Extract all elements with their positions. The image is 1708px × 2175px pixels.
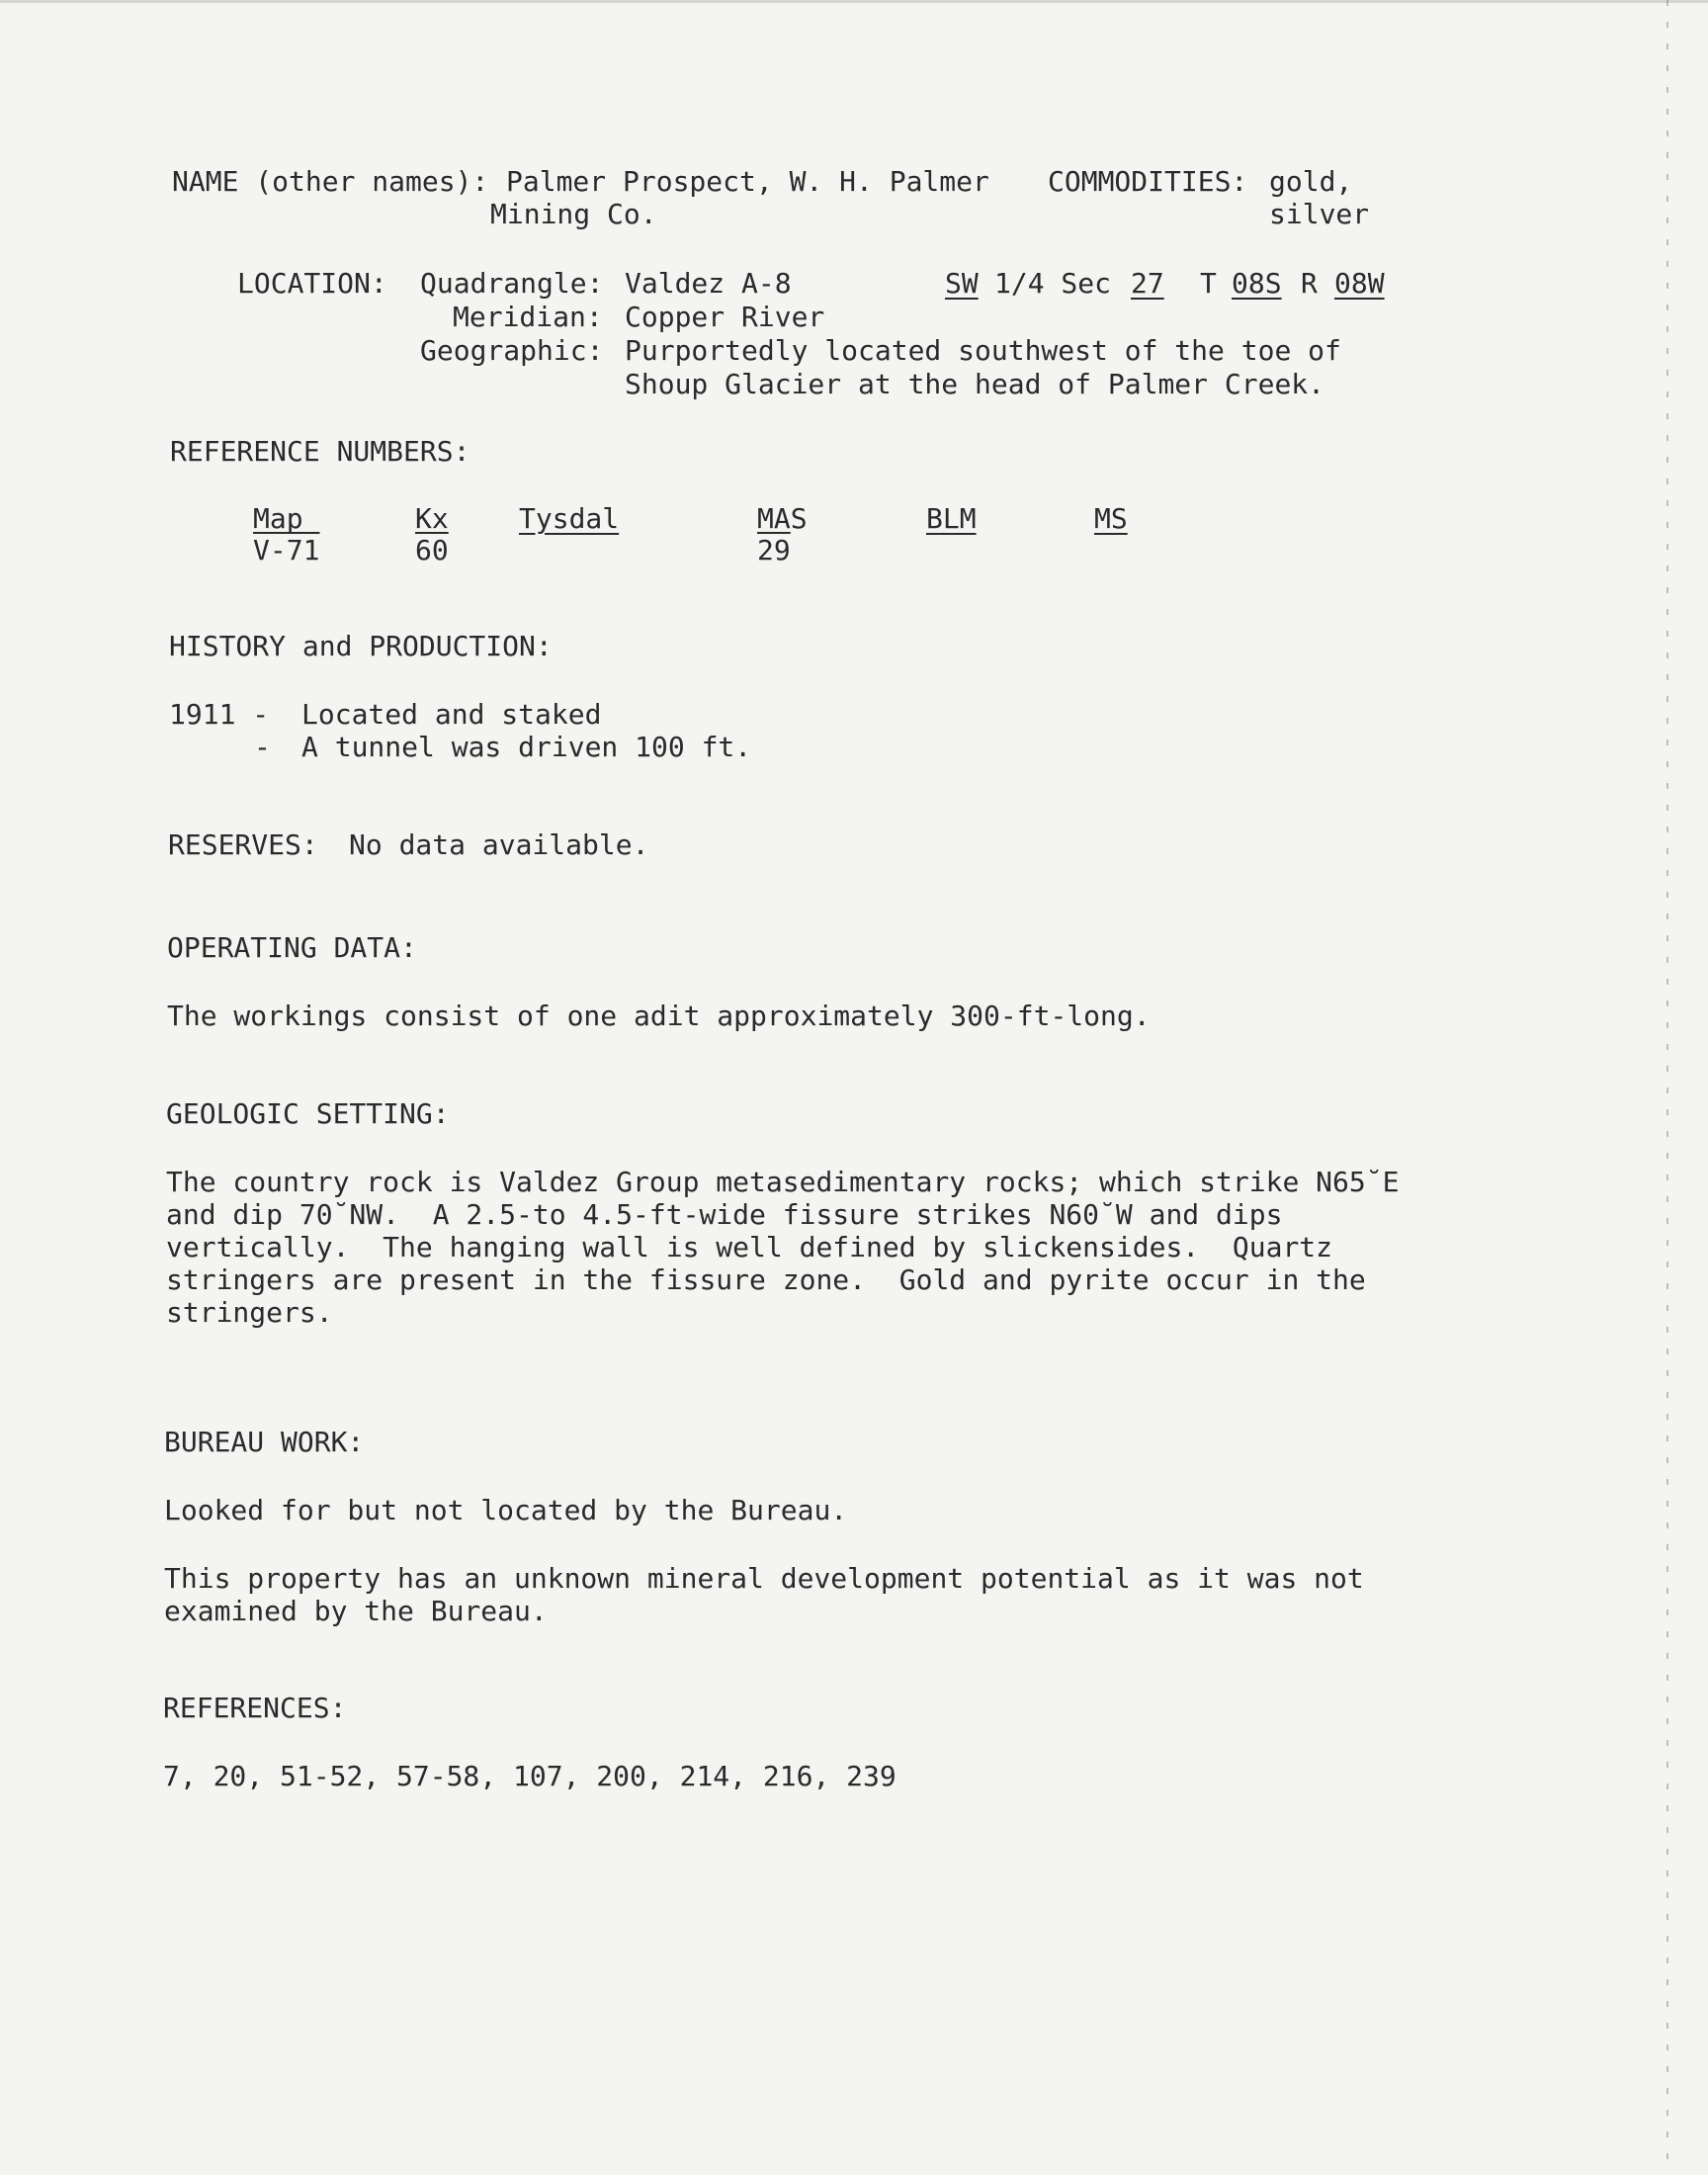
geology-heading: GEOLOGIC SETTING: bbox=[166, 1097, 450, 1130]
references-heading: REFERENCES: bbox=[163, 1692, 347, 1724]
references-text: 7, 20, 51-52, 57-58, 107, 200, 214, 216, 239 bbox=[163, 1760, 897, 1792]
section-value: 27 bbox=[1131, 267, 1164, 300]
geology-line-4: stringers are present in the fissure zone. Gold and pyrite occur in the bbox=[166, 1263, 1366, 1296]
scan-top-edge bbox=[0, 0, 1708, 3]
operating-text: The workings consist of one adit approximately 300-ft-long. bbox=[167, 1000, 1151, 1032]
geographic-line2: Shoup Glacier at the head of Palmer Creek. bbox=[625, 368, 1325, 400]
commodities-label: COMMODITIES: bbox=[1048, 165, 1248, 198]
history-entry-1: Located and staked bbox=[301, 698, 602, 731]
reference-numbers-heading: REFERENCE NUMBERS: bbox=[170, 435, 470, 468]
range-value: 08W bbox=[1334, 267, 1385, 300]
township-label: T bbox=[1200, 267, 1217, 300]
ref-kx-value: 60 bbox=[415, 534, 449, 566]
geology-line-5: stringers. bbox=[166, 1296, 333, 1329]
ref-mas-label: MAS bbox=[757, 502, 808, 535]
name-label: NAME (other names): bbox=[172, 165, 489, 198]
history-heading: HISTORY and PRODUCTION: bbox=[169, 630, 553, 662]
ref-tysdal-label: Tysdal bbox=[519, 502, 620, 535]
bureau-heading: BUREAU WORK: bbox=[164, 1426, 365, 1458]
quadrangle-value: Valdez A-8 bbox=[625, 267, 792, 300]
ref-blm-label: BLM bbox=[926, 502, 977, 535]
ref-map-label: Map bbox=[253, 502, 303, 535]
ref-kx-label: Kx bbox=[415, 502, 449, 535]
geology-line-2: and dip 70˘NW. A 2.5-to 4.5-ft-wide fissure strikes N60˘W and dips bbox=[166, 1198, 1283, 1231]
location-label: LOCATION: bbox=[237, 267, 387, 300]
reserves-label: RESERVES: bbox=[168, 828, 318, 861]
commodities-line2: silver bbox=[1269, 198, 1370, 230]
meridian-label: Meridian: bbox=[453, 301, 603, 333]
geology-line-3: vertically. The hanging wall is well defined by slickensides. Quartz bbox=[166, 1231, 1333, 1263]
name-value-line1: Palmer Prospect, W. H. Palmer bbox=[506, 165, 989, 198]
ref-mas-value: 29 bbox=[757, 534, 791, 566]
bureau-text-2-line1: This property has an unknown mineral development potential as it was not bbox=[164, 1562, 1364, 1595]
ref-map-value: V-71 bbox=[253, 534, 320, 566]
range-label: R bbox=[1301, 267, 1318, 300]
bureau-text-1: Looked for but not located by the Bureau. bbox=[164, 1494, 848, 1526]
meridian-value: Copper River bbox=[625, 301, 825, 333]
name-value-line2: Mining Co. bbox=[490, 198, 657, 230]
history-entry-2: A tunnel was driven 100 ft. bbox=[301, 731, 752, 763]
geology-line-1: The country rock is Valdez Group metasedimentary rocks; which strike N65˘E bbox=[166, 1166, 1400, 1198]
history-year: 1911 - bbox=[169, 698, 270, 731]
ref-ms-label: MS bbox=[1094, 502, 1128, 535]
scan-right-edge bbox=[1666, 0, 1668, 2175]
township-value: 08S bbox=[1232, 267, 1282, 300]
commodities-line1: gold, bbox=[1269, 165, 1353, 198]
operating-heading: OPERATING DATA: bbox=[167, 931, 417, 964]
reserves-text: No data available. bbox=[349, 828, 649, 861]
geographic-label: Geographic: bbox=[420, 334, 604, 367]
history-dash-2: - bbox=[254, 731, 271, 763]
bureau-text-2-line2: examined by the Bureau. bbox=[164, 1595, 548, 1627]
quarter-value: SW bbox=[945, 267, 979, 300]
quarter-section-text: 1/4 Sec bbox=[994, 267, 1112, 300]
quadrangle-label: Quadrangle: bbox=[420, 267, 604, 300]
geographic-line1: Purportedly located southwest of the toe of bbox=[625, 334, 1341, 367]
